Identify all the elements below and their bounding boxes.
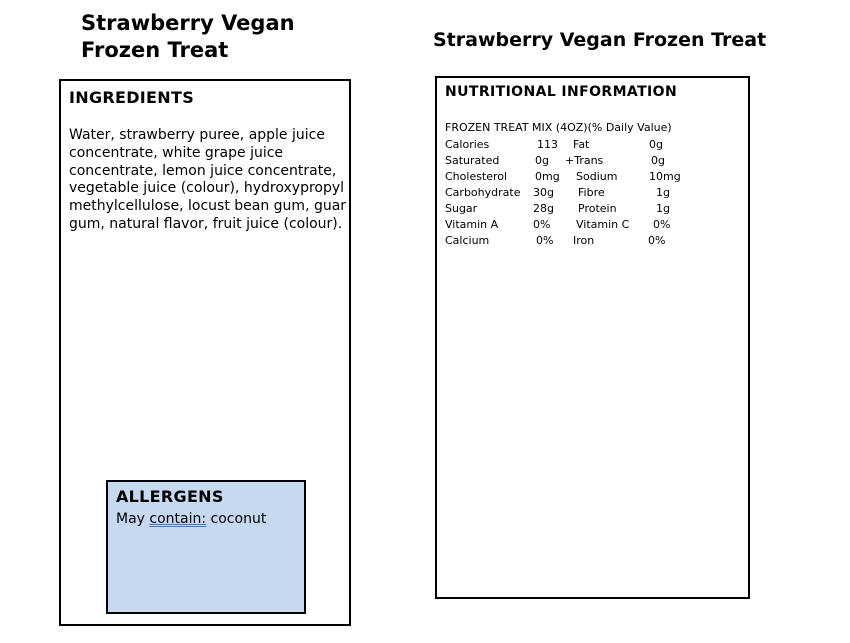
nutrient-label: Protein [578,202,617,215]
nutrient-value: 0% [536,234,554,247]
nutrition-row [445,202,735,218]
nutrient-value: 0% [648,234,666,247]
nutrient-value: 113 [537,138,558,151]
allergens-prefix: May [116,511,145,527]
nutrient-label: Carbohydrate [445,186,521,199]
nutrient-value: 30g [533,186,554,199]
nutrient-value: 28g [533,202,554,215]
ingredients-text: Water, strawberry puree, apple juice concentrate, white grape juice concentrate, lemon juice concentrate, vegetable juice (colour), hydroxypropyl methylcellulose, locust bean gum, guar gum, natural flavor, fruit juice (colour). [69,127,347,232]
nutrient-value: 0g [651,154,665,167]
nutrient-value: 0mg [535,170,560,183]
nutrition-row [445,234,735,250]
nutrition-subtitle: FROZEN TREAT MIX (4OZ)(% Daily Value) [445,121,672,134]
allergens-contain-word: contain: [149,511,207,527]
nutrient-value: 0% [533,218,551,231]
nutrient-label: Fat [573,138,590,151]
nutrient-value: 0% [653,218,671,231]
nutrient-value: 1g [656,202,670,215]
nutrient-value: 10mg [649,170,681,183]
nutrition-table [445,138,735,250]
nutrition-row [445,218,735,234]
nutrient-label: Fibre [578,186,605,199]
nutrition-panel [435,76,750,599]
allergens-text [116,511,266,527]
nutrition-row [445,138,735,154]
nutrient-label: Vitamin C [576,218,630,231]
allergens-heading: ALLERGENS [116,487,224,506]
nutrition-row [445,186,735,202]
nutrient-label: +Trans [565,154,604,167]
nutrient-label: Calories [445,138,490,151]
nutrient-value: 0g [649,138,663,151]
allergens-panel [106,480,306,614]
nutrient-label: Sodium [576,170,618,183]
nutrition-heading: NUTRITIONAL INFORMATION [445,84,678,100]
left-title [81,10,295,64]
nutrient-value: 1g [656,186,670,199]
ingredients-heading: INGREDIENTS [69,88,195,107]
nutrient-label: Vitamin A [445,218,499,231]
nutrient-label: Sugar [445,202,478,215]
allergens-item: coconut [210,511,267,527]
nutrient-label: Calcium [445,234,490,247]
nutrition-row [445,154,735,170]
nutrient-label: Cholesterol [445,170,508,183]
left-title-line2: Frozen Treat [81,38,229,62]
nutrient-label: Iron [573,234,595,247]
nutrition-row [445,170,735,186]
nutrient-label: Saturated [445,154,500,167]
right-title: Strawberry Vegan Frozen Treat [433,29,767,51]
nutrient-value: 0g [535,154,549,167]
left-title-line1: Strawberry Vegan [81,11,295,35]
